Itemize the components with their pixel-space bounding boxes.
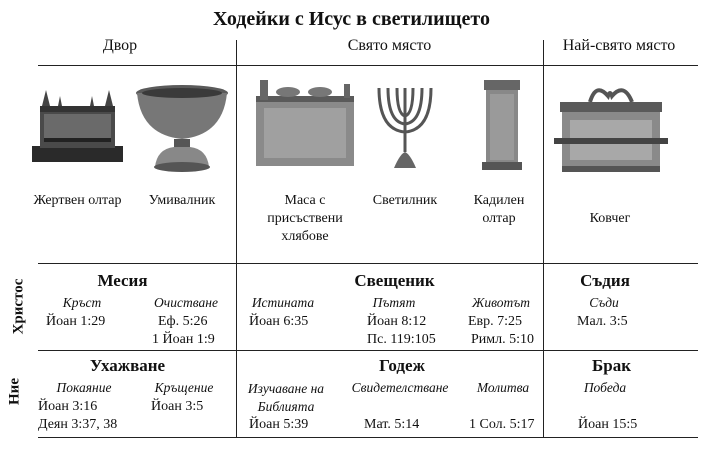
christ-row-top-line — [38, 263, 698, 264]
divider-court-holy — [236, 40, 237, 438]
way-ref-1: Йоан 8:12 — [367, 314, 427, 329]
altar-label: Жертвен олтар — [33, 193, 122, 208]
repentance-heading: Покаяние — [56, 380, 112, 395]
repentance-ref-2: Деян 3:37, 38 — [38, 417, 118, 432]
bible-heading: Изучаване на Библията — [247, 381, 325, 414]
christ-most-holy-title: Съдия — [580, 271, 630, 290]
we-most-holy-title: Брак — [592, 356, 631, 375]
victory-heading: Победа — [583, 380, 627, 395]
we-row-bottom-line — [38, 437, 698, 438]
baptism-heading: Кръщение — [154, 380, 214, 395]
incense-altar-label: Кадилен олтар — [473, 193, 525, 226]
page-title: Ходейки с Исус в светилището — [213, 8, 490, 30]
table-label: Маса с присъствени хлябове — [267, 193, 343, 244]
ark-image — [552, 76, 670, 178]
cleansing-ref-1: Еф. 5:26 — [158, 314, 208, 329]
section-holy-header: Свято място — [347, 37, 432, 54]
table-image — [250, 78, 360, 173]
prayer-ref: 1 Сол. 5:17 — [469, 417, 535, 432]
altar-image — [30, 82, 125, 167]
christ-holy-title: Свещеник — [354, 271, 435, 290]
prayer-heading: Молитва — [476, 380, 530, 395]
lampstand-image — [370, 80, 440, 172]
section-court-header: Двор — [102, 37, 138, 54]
we-court-title: Ухажване — [89, 356, 166, 375]
life-ref-2: Римл. 5:10 — [471, 332, 535, 347]
witness-heading: Свидетелстване — [351, 380, 449, 395]
laver-label: Умивалник — [148, 193, 216, 208]
truth-heading: Истината — [251, 295, 315, 310]
cross-heading: Кръст — [62, 295, 102, 310]
repentance-ref-1: Йоан 3:16 — [38, 399, 98, 414]
cleansing-heading: Очистване — [154, 295, 218, 310]
way-heading: Пътят — [372, 295, 416, 310]
life-ref-1: Евр. 7:25 — [468, 314, 523, 329]
row-divider — [38, 350, 698, 351]
header-divider — [38, 65, 698, 66]
christ-court-title: Месия — [97, 271, 148, 290]
side-label-christ: Христос — [10, 278, 27, 335]
way-ref-2: Пс. 119:105 — [367, 332, 436, 347]
section-most-holy-header: Най-свято място — [562, 37, 676, 54]
laver-image — [133, 83, 231, 173]
divider-holy-mostholy — [543, 40, 544, 438]
cleansing-ref-2: 1 Йоан 1:9 — [152, 332, 215, 347]
judges-heading: Съди — [589, 295, 619, 310]
side-label-we: Ние — [6, 378, 23, 405]
cross-ref: Йоан 1:29 — [46, 314, 106, 329]
ark-label: Ковчег — [589, 211, 631, 226]
baptism-ref: Йоан 3:5 — [151, 399, 204, 414]
victory-ref: Йоан 15:5 — [578, 417, 638, 432]
lampstand-label: Светилник — [372, 193, 438, 208]
life-heading: Животът — [471, 295, 531, 310]
truth-ref: Йоан 6:35 — [249, 314, 309, 329]
bible-ref: Йоан 5:39 — [249, 417, 309, 432]
witness-ref: Мат. 5:14 — [364, 417, 420, 432]
incense-altar-image — [478, 78, 526, 173]
judges-ref: Мал. 3:5 — [577, 314, 628, 329]
we-holy-title: Годеж — [379, 356, 425, 375]
